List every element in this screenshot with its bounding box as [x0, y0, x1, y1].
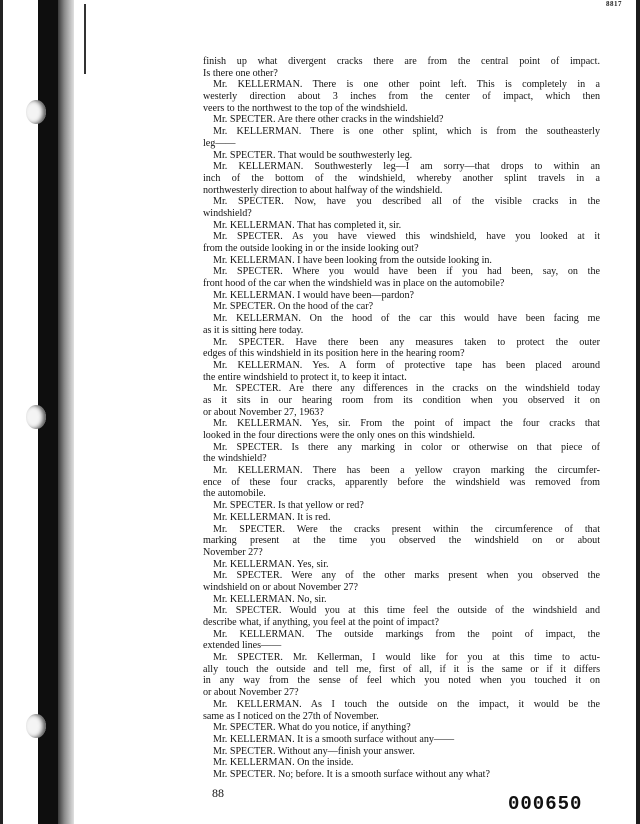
- text-line: looked in the four directions were the only ones on this windshield.: [203, 430, 475, 441]
- text-line: veers to the northwest to the top of the windshield.: [203, 102, 408, 114]
- text-line: Mr. KELLERMAN. Southwesterly leg—I am sorry—that drops to within an: [213, 161, 600, 173]
- binder-hole-top: [26, 100, 46, 124]
- text-line: Mr. KELLERMAN. Yes, sir.: [213, 558, 329, 570]
- text-line: finish up what divergent cracks there are from the central point of impact.: [203, 56, 600, 67]
- text-line: Mr. SPECTER. Now, have you described all of the visible cracks in the: [213, 196, 600, 208]
- text-line: Mr. SPECTER. Would you at this time feel the outside of the windshield and: [213, 605, 600, 617]
- text-line: the automobile.: [203, 488, 266, 500]
- text-line: Mr. SPECTER. Is that yellow or red?: [213, 500, 364, 512]
- text-line: Mr. SPECTER. Are there other cracks in the windshield?: [213, 114, 444, 126]
- text-line: Mr. KELLERMAN. Yes, sir. From the point of impact the four cracks that: [213, 418, 600, 430]
- text-line: marking present at the time you observed the windshield on or about: [203, 535, 600, 547]
- text-line: inch of the bottom of the windshield, whereby another splint travels in a: [203, 172, 600, 184]
- text-line: Mr. KELLERMAN. No, sir.: [213, 593, 327, 605]
- text-line: Mr. SPECTER. No; before. It is a smooth surface without any what?: [213, 768, 490, 780]
- text-line: extended lines——: [203, 640, 282, 652]
- text-line: Mr. KELLERMAN. On the inside.: [213, 757, 354, 769]
- text-line: describe what, if anything, you feel at the point of impact?: [203, 617, 440, 628]
- text-line: Mr. KELLERMAN. As I touch the outside on the impact, it would be the: [213, 698, 600, 710]
- text-line: ence of these four cracks, apparently before the windshield was removed from: [203, 476, 600, 488]
- text-line: front hood of the car when the windshield was in place on the automobile?: [203, 278, 505, 290]
- text-line: northwesterly direction to about halfway of the windshield.: [203, 184, 443, 196]
- text-line: windshield?: [203, 207, 252, 219]
- text-line: Mr. KELLERMAN. The outside markings from the point of impact, the: [213, 628, 600, 640]
- text-line: November 27?: [203, 546, 263, 558]
- text-line: windshield on or about November 27?: [203, 581, 359, 593]
- text-line: or about November 27, 1963?: [203, 406, 324, 418]
- text-line: westerly direction about 3 inches from the center of impact, which then: [203, 91, 600, 103]
- text-line: Mr. SPECTER. Were any of the other marks present when you observed the: [213, 570, 600, 582]
- text-line: Mr. SPECTER. Without any—finish your answer.: [213, 745, 415, 757]
- scan-artifact-line: [84, 4, 86, 74]
- text-line: in any way from the sense of feel which you noted when you touched it on: [203, 675, 600, 687]
- text-line: as it is sitting here today.: [203, 324, 304, 336]
- text-line: the windshield?: [203, 453, 267, 465]
- text-line: Mr. SPECTER. As you have viewed this windshield, have you looked at it: [213, 231, 600, 243]
- binding-shadow: [58, 0, 74, 824]
- text-line: Mr. SPECTER. What do you notice, if anything?: [213, 722, 411, 734]
- text-line: same as I noticed on the 27th of November.: [203, 710, 379, 722]
- text-line: Mr. KELLERMAN. I would have been—pardon?: [213, 289, 414, 301]
- text-line: Mr. KELLERMAN. It is red.: [213, 511, 331, 523]
- text-line: ally touch the outside and tell me, first of all, if it is the same or if it differs: [203, 663, 600, 675]
- scan-right-edge: [636, 0, 640, 824]
- text-line: Mr. SPECTER. Where you would have been if you had been, say, on the: [213, 266, 600, 278]
- text-line: Is there one other?: [203, 67, 278, 79]
- text-line: edges of this windshield in its position here in the hearing room?: [203, 348, 465, 360]
- corner-mark: 8817: [606, 0, 622, 8]
- text-line: Mr. SPECTER. On the hood of the car?: [213, 301, 374, 313]
- binder-hole-middle: [26, 405, 46, 429]
- testimony-text: [203, 56, 600, 781]
- text-line: Mr. KELLERMAN. There is one other point left. This is completely in a: [213, 79, 600, 91]
- text-line: Mr. KELLERMAN. That has completed it, sir.: [213, 219, 402, 231]
- document-stamp-number: 000650: [508, 793, 583, 815]
- text-line: Mr. SPECTER. Are there any differences in the cracks on the windshield today: [213, 383, 600, 395]
- text-line: Mr. KELLERMAN. I have been looking from the outside looking in.: [213, 254, 492, 266]
- text-line: Mr. SPECTER. Have there been any measures taken to protect the outer: [213, 336, 600, 348]
- text-line: Mr. SPECTER. Were the cracks present within the circumference of that: [213, 523, 600, 535]
- text-line: Mr. KELLERMAN. There is one other splint, which is from the southeasterly: [213, 126, 600, 138]
- text-line: or about November 27?: [203, 687, 299, 699]
- text-line: as it sits in our hearing room from its condition when you observed it on: [203, 394, 600, 406]
- text-line: Mr. KELLERMAN. There has been a yellow crayon marking the circumfer-: [213, 465, 600, 477]
- page-number: 88: [212, 786, 224, 800]
- text-line: Mr. KELLERMAN. It is a smooth surface without any——: [213, 733, 455, 745]
- text-line: leg——: [203, 137, 236, 149]
- text-line: Mr. SPECTER. Is there any marking in color or otherwise on that piece of: [213, 441, 600, 453]
- text-line: from the outside looking in or the inside looking out?: [203, 243, 419, 254]
- text-line: Mr. SPECTER. That would be southwesterly leg.: [213, 149, 413, 161]
- text-line: Mr. KELLERMAN. On the hood of the car this would have been facing me: [213, 313, 600, 325]
- text-line: the entire windshield to protect it, to keep it intact.: [203, 371, 407, 383]
- text-line: Mr. KELLERMAN. Yes. A form of protective tape has been placed around: [213, 359, 600, 371]
- text-line: Mr. SPECTER. Mr. Kellerman, I would like for you at this time to actu-: [213, 652, 600, 664]
- scan-left-edge: [0, 0, 3, 824]
- binder-hole-bottom: [26, 714, 46, 738]
